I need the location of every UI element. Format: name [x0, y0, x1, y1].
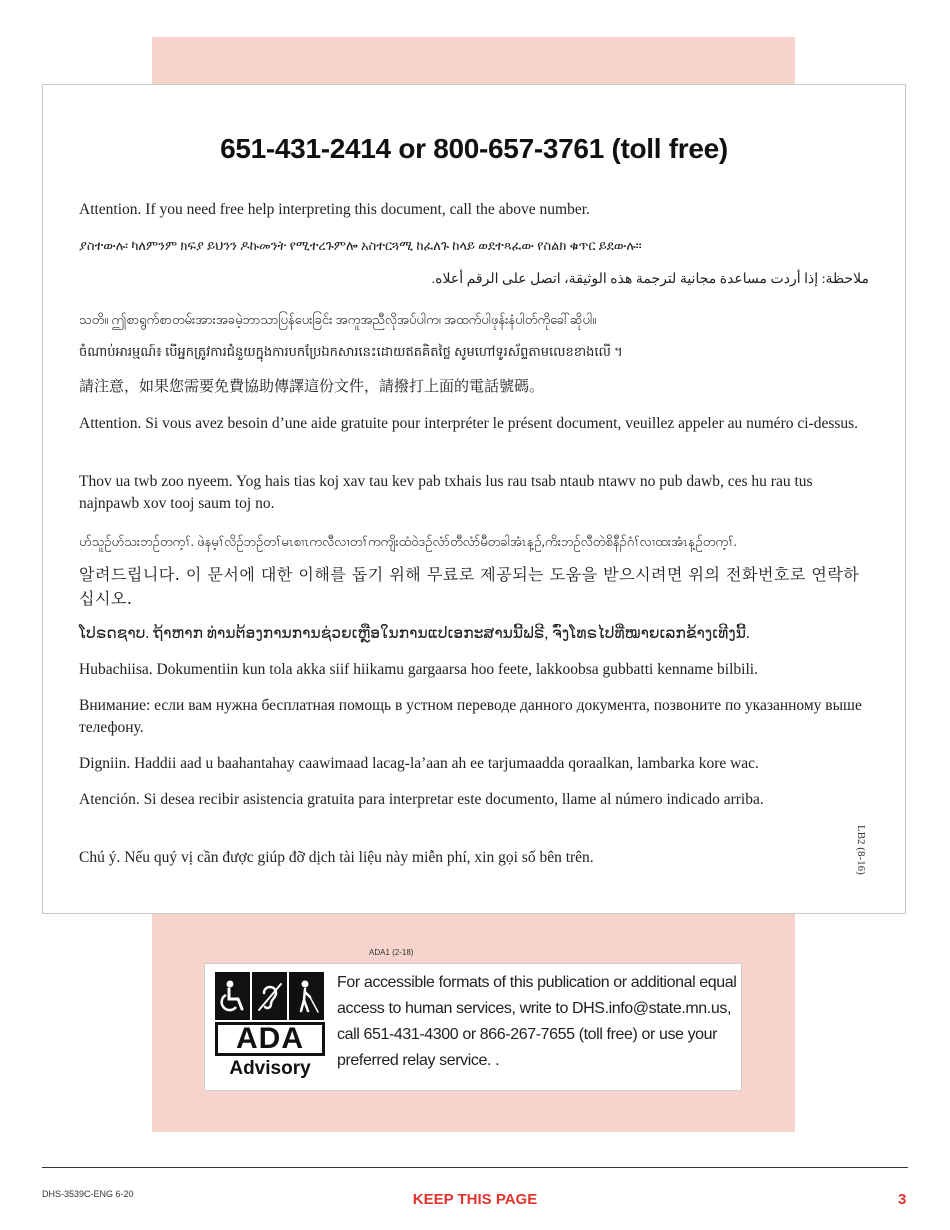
ada-advisory-box — [204, 963, 742, 1091]
notice-arabic: ملاحظة: إذا أردت مساعدة مجانية لترجمة هذه الوثيقة، اتصل على الرقم أعلاه. — [431, 272, 869, 287]
notice-vietnamese: Chú ý. Nếu quý vị cần được giúp đỡ dịch tài liệu này miễn phí, xin gọi số bên trên. — [79, 849, 594, 866]
notice-oromo: Hubachiisa. Dokumentiin kun tola akka siif hiikamu gargaarsa hoo feete, lakkoobsa gubbatti kenname bilbili. — [79, 661, 758, 678]
notice-amharic: ያስተውሉ፡ ካለምንም ክፍያ ይህንን ዶኩመንት የሚተረጉምሎ አስተርጓሚ ከፈለጉ ከላይ ወደተጻፈው የስልክ ቁጥር ይደውሉ። — [79, 238, 642, 253]
notice-hmong: Thov ua twb zoo nyeem. Yog hais tias koj xav tau kev pab txhais lus rau tsab ntaub ntawv no pub dawb, ces hu rau tus najnpawb xov tooj saum toj no. — [79, 473, 813, 512]
ada-icon-strip — [215, 972, 325, 1020]
notice-lao: ໂປຣດຊາບ. ຖ້າຫາກ ທ່ານຕ້ອງການການຊ່ວຍເຫຼືອໃນການແປເອກະສານນີ້ຟຣີ, ຈົ່ງໂທຣໄປທີ່ໝາຍເລກຂ້າງເທີງນີ້. — [79, 625, 750, 642]
notice-khmer: ចំណាប់អារម្មណ៍៖ បើអ្នកត្រូវការជំនួយក្នុងការបកប្រែឯកសារនេះដោយឥតគិតថ្លៃ សូមហៅទូរស័ព្ទតាមលេខខាងលើ ។ — [79, 344, 623, 359]
ada-logo — [215, 972, 325, 1080]
footer-doc-code: DHS-3539C-ENG 6-20 — [42, 1189, 134, 1199]
footer-divider — [42, 1167, 908, 1168]
notice-russian: Внимание: если вам нужна бесплатная помощь в устном переводе данного документа, позвоните по указанному выше телефону. — [79, 697, 862, 736]
footer-keep-this-page: KEEP THIS PAGE — [412, 1191, 538, 1208]
notice-french: Attention. Si vous avez besoin d’une aide gratuite pour interpréter le présent document, veuillez appeler au numéro ci-dessus. — [79, 415, 859, 432]
notice-english: Attention. If you need free help interpreting this document, call the above number. — [79, 201, 590, 218]
footer-page-number: 3 — [898, 1191, 907, 1208]
notice-korean: 알려드립니다. 이 문서에 대한 이해를 돕기 위해 무료로 제공되는 도움을 받으시려면 위의 전화번호로 연락하십시오. — [79, 565, 860, 608]
ada-accessibility-text: For accessible formats of this publication or additional equal access to human services, write to DHS.info@state.mn.us, call 651-431-4300 or 866-267-7655 (toll free) or use your preferred relay service. . — [337, 974, 737, 1069]
hearing-icon — [252, 972, 287, 1020]
blind-cane-icon — [289, 972, 324, 1020]
notice-karen: ဟ်သူဉ်ဟ်သးဘဉ်တက့ၢ်. ဖဲနမ့ၢ်လိဉ်ဘဉ်တၢ်မၤစၢၤကလီလၢတၢ်ကကျိးထံဝဲဒဉ်လံာ်တီလံာ်မီတခါအံၤန့ဉ်,ကိးဘဉ်လီတဲစိနီၣ်ဂံၢ်လၢထးအံၤန့ဉ်တက့ၢ်. — [79, 534, 737, 549]
wheelchair-icon — [215, 972, 250, 1020]
phone-heading: 651-431-2414 or 800-657-3761 (toll free) — [220, 133, 728, 164]
notice-somali: Digniin. Haddii aad u baahantahay caawimaad lacag-la’aan ah ee tarjumaadda qoraalkan, lambarka kore wac. — [79, 755, 759, 772]
form-code-vertical: LB2 (8-16) — [855, 825, 867, 875]
notice-spanish: Atención. Si desea recibir asistencia gratuita para interpretar este documento, llame al número indicado arriba. — [79, 791, 764, 808]
language-notice-box — [42, 84, 906, 914]
notice-chinese: 請注意，如果您需要免費協助傳譯這份文件，請撥打上面的電話號碼。 — [79, 377, 545, 395]
ada-logo-letters: ADA — [215, 1022, 325, 1056]
ada-form-code: ADA1 (2-18) — [369, 948, 414, 957]
notice-burmese: သတိ။ ဤစာရွက်စာတမ်းအားအခမဲ့ဘာသာပြန်ပေးခြင်း အကူအညီလိုအပ်ပါက၊ အထက်ပါဖုန်းနံပါတ်ကိုခေါ်ဆိုပါ။ — [79, 312, 597, 327]
ada-logo-word: Advisory — [229, 1058, 311, 1079]
